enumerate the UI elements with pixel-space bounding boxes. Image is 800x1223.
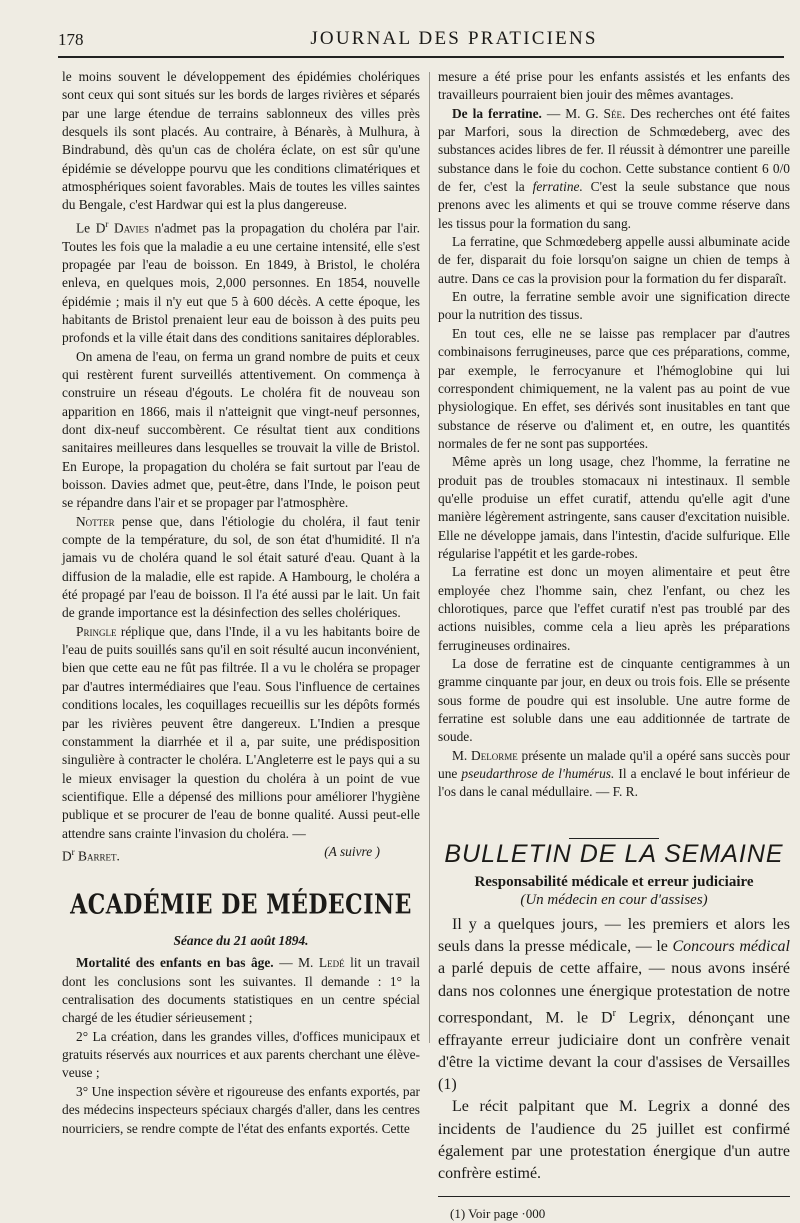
text-span: Le D: [76, 220, 106, 236]
paragraph: [62, 215, 420, 348]
author-name: Delorme: [471, 747, 518, 763]
paragraph: La dose de ferratine est de cinquante centigrammes à un gramme cinquante par jour, en deux ou trois fois. Elle se présente sous forme de poudre qui est insoluble. Une autre forme de ferratine est soluble dans une eau additionnée de tartrate de soude.: [438, 656, 790, 745]
paragraph: [62, 513, 420, 623]
paragraph: [62, 954, 420, 1027]
italic-term: ferratine.: [532, 179, 583, 195]
paragraph: [438, 747, 790, 802]
paragraph: La ferratine, que Schmœdeberg appelle aussi albuminate acide de fer, disparait du foie lorsqu'on saigne un chien de temps à autre. Dans ce cas la provision pour la formation du fer disparaît.: [438, 234, 790, 286]
paragraph: [62, 623, 420, 843]
signature: [62, 843, 120, 866]
italic-term: Concours médical: [672, 938, 790, 956]
text-span: Legrix, dénonçant une effrayante erreur judiciaire dont un confrère venait d'être la victime devant la cour d'assises de Versailles (1): [438, 1009, 791, 1094]
text-span: réplique que, dans l'Inde, il a vu les habitants boire de l'eau de puits souillés sans qu'il en soit résulté aucun inconvénient, bien que cette eau ne fût pas filtrée. Il a vu le choléra se propager par d'autres intermédiaires que l'eau. Sous l'influence de certaines conditions locales, les coquillages recueillis sur les dépôts formés par les rivières peuvent être dangereux. L'Indien a presque constamment la diarrhée et il a, par suite, une prédisposition singulière à contracter le choléra. L'Angleterre est le pays qui a su le mieux envisager la question du choléra à un point de vue scientifique. Elle a dépensé des millions pour améliorer l'hygiène publique et se procurer de l'eau de bonne qualité. Aussi peut-elle attendre sans crainte l'invasion du choléra. —: [62, 623, 420, 841]
italic-term: pseudarthrose de l'humérus.: [461, 766, 615, 782]
superscript: r: [105, 218, 109, 229]
page-header: [58, 26, 780, 50]
article-subtitle: (Un médecin en cour d'assises): [520, 892, 708, 909]
item-title: Mortalité des enfants en bas âge.: [76, 955, 274, 971]
text-span: présente un malade qu'il a opéré sans succès pour une: [438, 747, 790, 782]
item-title: De la ferratine.: [452, 105, 542, 121]
footnote: (1) Voir page ·000: [450, 1205, 546, 1221]
text-span: D: [62, 848, 72, 864]
bulletin-title: BULLETIN DE LA SEMAINE: [444, 839, 784, 868]
paragraph: [438, 105, 790, 233]
paragraph: La ferratine est donc un moyen alimentaire et peut être employée chez l'homme sain, chez l'enfant, ou chez les chlorotiques, parce que l'effet curatif n'est pas troublé par des actions nuisibles, comme cela a lieu après les préparations ferrugineuses ordinaires.: [438, 564, 790, 653]
text-span: — M.: [273, 955, 319, 971]
text-span: M.: [452, 747, 472, 763]
text-span: pense que, dans l'étiologie du choléra, il faut tenir compte de la température, du sol, de son état d'humidité. Il n'a jamais vu de choléra quand le sol était saturé d'eau. Quant à la diffusion de la maladie, elle est rapide. A Hambourg, le choléra a été propagé par l'eau de boisson. Il l'a été aussi par le lait. Un fait de grande importance est la désinfection des selles cholériques.: [62, 513, 420, 621]
column-divider: [429, 72, 430, 1043]
header-rule: [58, 56, 784, 58]
text-span: Des recherches ont été faites par Marfori, sous la direction de Schmœdeberg, avec des substances acides libres de fer. Il réussit à démontrer une pareille substance dans le foie du cochon. Cette substance contient 6 0/0 de fer, c'est la: [438, 105, 790, 195]
author-name: Sée.: [603, 105, 626, 121]
paragraph: 2° La création, dans les grandes villes, d'offices municipaux et gratuits réservés aux nourrices et aux parents cherchant une élève-veuse ;: [62, 1028, 420, 1081]
text-span: a parlé depuis de cette affaire, — nous avons inséré dans nos colonnes une énergique protestation de notre correspondant, M. le D: [438, 960, 790, 1027]
left-column: [62, 68, 420, 1138]
author-name: Pringle: [76, 623, 117, 639]
paragraph: 3° Une inspection sévère et rigoureuse des enfants exportés, par des médecins inspecteurs spéciaux chargés d'aller, dans les centres nourriciers, se rendre compte de l'état des enfants exportés. Cette: [62, 1083, 420, 1136]
section-rule: [569, 838, 659, 839]
journal-title: JOURNAL DES PRATICIENS: [310, 28, 598, 49]
session-date: Séance du 21 août 1894.: [173, 933, 309, 949]
page-number: 178: [58, 30, 84, 49]
paragraph: [438, 914, 790, 1097]
paragraph: Le récit palpitant que M. Legrix a donné des incidents de l'audience du 25 juillet est confirmé également par une protestation énergique d'un autre confrère estimé.: [438, 1098, 790, 1183]
text-span: n'admet pas la propagation du choléra par l'air. Toutes les fois que la maladie a eu une certaine intensité, elle s'est propagée par l'eau de boisson. En 1849, à Bristol, le choléra enleva, en quelques mois, 2,000 personnes. En 1854, nouvelle épidémie ; mais il n'y eut que 5 à 600 décès. A cette époque, les habitants de Bristol prenaient leur eau de boisson à des puits peu profonds et la ville était dans des conditions sanitaires déplorables.: [62, 220, 420, 346]
footnote-rule: [438, 1196, 790, 1197]
paragraph: mesure a été prise pour les enfants assistés et les enfants des travailleurs pourraient bien jouir des mêmes avantages.: [438, 69, 790, 103]
author-name: Barret.: [78, 848, 120, 864]
author-name: Notter: [76, 513, 115, 529]
section-title: ACADÉMIE DE MÉDECINE: [70, 888, 412, 921]
text-span: Il y a quelques jours, — les premiers et alors les seuls dans la presse médicale, — le: [438, 915, 790, 956]
article-title: Responsabilité médicale et erreur judiciaire: [474, 874, 754, 891]
paragraph: En outre, la ferratine semble avoir une signification directe pour la nutrition des tissus.: [438, 289, 790, 323]
signature-line: [62, 843, 420, 866]
paragraph: le moins souvent le développement des épidémies cholériques sont ceux qui sont situés sur les bords de larges rivières et séparés par une large étendue de terrains sablonneux des villes près desquels ils sont placés. Au contraire, à Bénarès, à Mulhura, à Bindrabund, dès qu'un cas de choléra éclate, on est sûr qu'une épidémie se développe pourvu que les conditions climatériques et atmosphériques soient favorables. Mais de toutes les villes saintes du Bengale, c'est Hardwar qui est la plus dangereuse.: [62, 69, 420, 213]
author-name: Ledé: [318, 955, 345, 971]
text-span: C'est la seule substance que nous prenons avec les aliments et qui se trouve comme réserve dans les tissus pour la formation du sang.: [438, 179, 790, 231]
superscript: r: [71, 846, 75, 857]
text-span: lit un travail dont les conclusions sont les suivantes. Il demande : 1° la centralisation des documents statistiques en un centre spécial chargé de les étudier sérieusement ;: [62, 955, 420, 1026]
to-be-continued: (A suivre ): [324, 843, 380, 859]
paragraph: On amena de l'eau, on ferma un grand nombre de puits et ceux qui restèrent furent surveillés attentivement. On commença à construire un réseau d'égouts. Le choléra fit de nouveau son apparition en 1866, mais il n'atteignit que vingt-neuf personnes, dont dix-neuf succombèrent. Ce résultat tient aux conditions sanitaires meilleures dans lesquelles se trouvait la ville de Bristol. En Europe, la propagation du choléra se fait surtout par l'eau de boisson. Davies admet que, peut-être, dans l'Inde, le poison peut se répandre dans l'air et se propager par l'atmosphère.: [62, 348, 420, 511]
text-span: — M. G.: [541, 105, 604, 121]
superscript: r: [612, 1007, 616, 1019]
text-span: Il a enclavé le bout inférieur de l'os dans le canal médullaire. — F. R.: [438, 766, 791, 800]
author-name: Davies: [114, 220, 150, 236]
right-column: [438, 68, 790, 1223]
paragraph: En tout ces, elle ne se laisse pas remplacer par d'autres combinaisons ferrugineuses, parce que ces préparations, comme, par exemple, le ferrocyanure et l'hémoglobine qui lui correspondent chimiquement, ne la valent pas au point de vue physiologique. En effet, ses dérivés sont inusitables en tant que substance de réserve ou d'aliment et, en outre, les quantités normales de fer ne sont pas supportées.: [438, 325, 790, 451]
paragraph: Même après un long usage, chez l'homme, la ferratine ne produit pas de troubles stomacaux ni intestinaux. Il semble qu'elle produise un effet curatif, attendu qu'elle agit d'une manière légèrement astringente, sans causer d'excitation nuisible. Elle ne développe jamais, dans l'intestin, d'acide sulfurique. Elle régularise l'appétit et les garde-robes.: [438, 454, 790, 561]
